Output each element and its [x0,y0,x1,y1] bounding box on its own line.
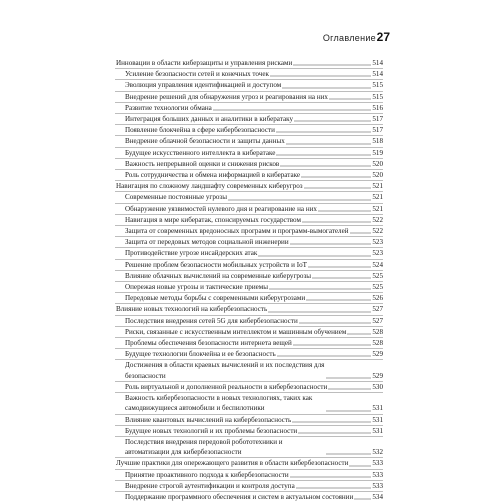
dot-leader [276,127,371,133]
toc-entry-page: 531 [372,404,383,413]
toc-entry-title: Важность непрерывной оценки и снижения рисков [125,159,280,168]
toc-entry-page: 519 [372,148,383,157]
toc-subsection-entry [115,292,383,303]
toc-entry-page: 528 [372,327,383,336]
toc-entry-title: Роль сотрудничества и обмена информацией в кибератаке [125,171,301,180]
toc-entry-page: 522 [372,227,383,236]
toc-subsection-entry [115,91,383,102]
dot-leader [354,494,371,500]
toc-entry-title: Важность кибербезопасности в новых технологиях, таких как самодвижущиеся автомобили и беспилотники [125,394,313,413]
toc-entry-page: 527 [372,305,383,314]
toc-entry-title: Инновации в области киберзащиты и управления рисками [116,59,293,67]
toc-subsection-entry [115,315,383,326]
toc-entry-title: Проблемы обеспечения безопасности интернета вещей [125,339,292,348]
dot-leader [277,351,372,357]
dot-leader [293,60,371,66]
dot-leader [280,161,371,167]
toc-entry-title: Поддержание программного обеспечения и систем в актуальном состоянии [125,492,354,501]
toc-section-entry [115,457,383,468]
toc-subsection-entry [115,124,383,135]
toc-subsection-entry [115,270,383,281]
toc-subsection-entry [115,169,383,180]
toc-entry-title: Навигация по сложному ландшафту современных киберугроз [116,182,303,191]
toc-subsection-entry [115,191,383,202]
toc-entry-page: 521 [372,204,383,213]
dot-leader [304,183,372,189]
toc-entry-title: Роль виртуальной и дополненной реальности в кибербезопасности [125,382,328,391]
toc-subsection-entry [115,259,383,270]
toc-entry-page: 531 [372,415,383,424]
toc-entry-page: 525 [372,271,383,280]
toc-entry-title: Эволюция управления идентификацией и доступом [125,81,282,90]
toc-entry-page: 520 [372,159,383,168]
toc-subsection-entry [115,348,383,359]
toc-entry-title: Передовые методы борьбы с современными киберугрозами [125,294,306,303]
toc-entry-page: 517 [372,126,383,135]
toc-subsection-entry [115,225,383,236]
dot-leader [328,384,371,390]
toc-entry-page: 534 [372,492,383,501]
dot-leader [268,307,371,313]
toc-entry-title: Усиление безопасности сетей и конечных точек [125,70,269,79]
toc-entry-page: 523 [372,238,383,247]
toc-entry-page: 525 [372,283,383,292]
dot-leader [306,295,371,301]
toc-entry-title: Современные постоянные угрозы [125,193,227,202]
dot-leader [292,417,371,423]
toc-entry-page: 528 [372,339,383,348]
dot-leader [349,461,371,467]
dot-leader [298,428,371,434]
toc-subsection-entry [115,480,383,491]
toc-entry-page: 530 [372,382,383,391]
toc-subsection-entry [115,203,383,214]
toc-entry-page: 514 [372,59,383,67]
dot-leader [290,472,372,478]
dot-leader [258,251,371,257]
toc-entry-title: Внедрение решений для обнаружения угроз и реагирования на них [125,92,328,101]
toc-entry-page: 527 [372,316,383,325]
toc-entry-title: Последствия внедрения сетей 5G для кибербезопасности [125,316,298,325]
toc-subsection-entry [115,68,383,79]
toc-entry-page: 524 [372,260,383,269]
toc-section-entry [115,180,383,191]
dot-leader [293,340,372,346]
dot-leader [302,217,371,223]
toc-subsection-entry [115,236,383,247]
toc-entry-title: Защита от передовых методов социальной инженерии [125,238,289,247]
dot-leader [318,206,371,212]
dot-leader [213,105,372,111]
toc-entry-title: Будущее технологии блокчейна и ее безопасность [125,350,276,359]
toc-section-entry [115,58,383,68]
toc-entry-page: 529 [372,350,383,359]
toc-entry-title: Внедрение строгой аутентификации и контроля доступа [125,481,295,490]
toc-entry-page: 516 [372,103,383,112]
toc-entry-title: Будущее искусственного интеллекта в кибератаке [125,148,276,157]
toc-entry-page: 533 [372,470,383,479]
toc-entry-title: Интеграция больших данных и аналитики в кибератаку [125,115,293,124]
dot-leader [296,483,372,489]
dot-leader [326,449,371,455]
toc-subsection-entry [115,113,383,124]
toc-subsection-entry [115,158,383,169]
toc-subsection-entry [115,337,383,348]
toc-entry-page: 533 [372,459,383,468]
toc-subsection-entry [115,425,383,436]
toc-subsection-entry [115,147,383,158]
toc-subsection-entry [115,491,383,502]
toc-entry-title: Внедрение облачной безопасности и защиты данных [125,137,285,146]
dot-leader [299,318,372,324]
toc-entry-title: Развитие технологии обмана [125,103,212,112]
toc-entry-title: Решение проблем безопасности мобильных устройств и IoT [125,260,307,269]
toc-entry-title: Обнаружение уязвимостей нулевого дня и реагирование на них [125,204,317,213]
toc-subsection-entry [115,436,383,457]
toc-entry-page: 522 [372,215,383,224]
dot-leader [286,139,372,145]
toc-entry-page: 523 [372,249,383,258]
toc-subsection-entry [115,214,383,225]
toc-subsection-entry [115,135,383,146]
toc-entry-page: 521 [372,193,383,202]
toc-subsection-entry [115,392,383,413]
toc-entry-title: Последствия внедрения передовой робототехники и автоматизации для кибербезопасности [125,437,283,457]
toc-section-entry [115,303,383,314]
toc-entry-page: 526 [372,294,383,303]
toc-subsection-entry [115,247,383,258]
toc-subsection-entry [115,414,383,425]
toc-entry-title: Лучшие практики для опережающего развития в области кибербезопасности [116,459,349,468]
toc-entry-page: 515 [372,81,383,90]
toc-entry-title: Появление блокчейна в сфере кибербезопасности [125,126,275,135]
dot-leader [312,273,371,279]
page-header [0,0,500,42]
toc-subsection-entry [115,326,383,337]
toc-entry-page: 521 [372,182,383,191]
toc-subsection-entry [115,381,383,392]
dot-leader [228,195,371,201]
dot-leader [308,262,371,268]
toc-subsection-entry [115,102,383,113]
dot-leader [350,228,372,234]
toc-entry-page: 515 [372,92,383,101]
toc-entry-title: Принятие проактивного подхода к кибербезопасности [125,470,289,479]
dot-leader [326,406,371,412]
toc-entry-title: Защита от современных вредоносных программ и программ-вымогателей [125,227,349,236]
toc-entry-title: Риски, связанные с искусственным интеллектом и машинным обучением [125,327,347,336]
dot-leader [276,150,371,156]
toc-subsection-entry [115,281,383,292]
dot-leader [326,373,371,379]
dot-leader [294,116,371,122]
toc-entry-page: 531 [372,426,383,435]
table-of-contents [115,58,383,502]
toc-entry-page: 532 [372,448,383,457]
dot-leader [301,172,371,178]
toc-entry-title: Будущее новых технологий и их проблемы безопасности [125,426,298,435]
toc-entry-title: Навигация в мире кибератак, спонсируемых государством [125,215,301,224]
toc-subsection-entry [115,79,383,90]
page-number: 27 [376,30,390,44]
running-header-title: Оглавление [322,33,376,43]
dot-leader [282,83,371,89]
toc-entry-title: Влияние квантовых вычислений на кибербезопасность [125,415,292,424]
dot-leader [269,284,371,290]
toc-entry-page: 520 [372,171,383,180]
toc-entry-page: 517 [372,115,383,124]
dot-leader [270,71,371,77]
toc-entry-page: 533 [372,481,383,490]
toc-subsection-entry [115,469,383,480]
toc-entry-title: Влияние новых технологий на кибербезопасность [116,305,268,314]
toc-subsection-entry [115,359,383,380]
toc-entry-title: Противодействие угрозе инсайдерских атак [125,249,258,258]
toc-entry-page: 529 [372,371,383,380]
toc-entry-page: 514 [372,70,383,79]
toc-entry-page: 518 [372,137,383,146]
toc-entry-title: Влияние облачных вычислений на современные киберугрозы [125,271,312,280]
toc-entry-title: Достижения в области краевых вычислений и их последствия для безопасности [125,361,325,380]
dot-leader [347,329,371,335]
toc-entry-title: Опережая новые угрозы и тактические приемы [125,283,269,292]
dot-leader [329,94,371,100]
dot-leader [290,239,372,245]
